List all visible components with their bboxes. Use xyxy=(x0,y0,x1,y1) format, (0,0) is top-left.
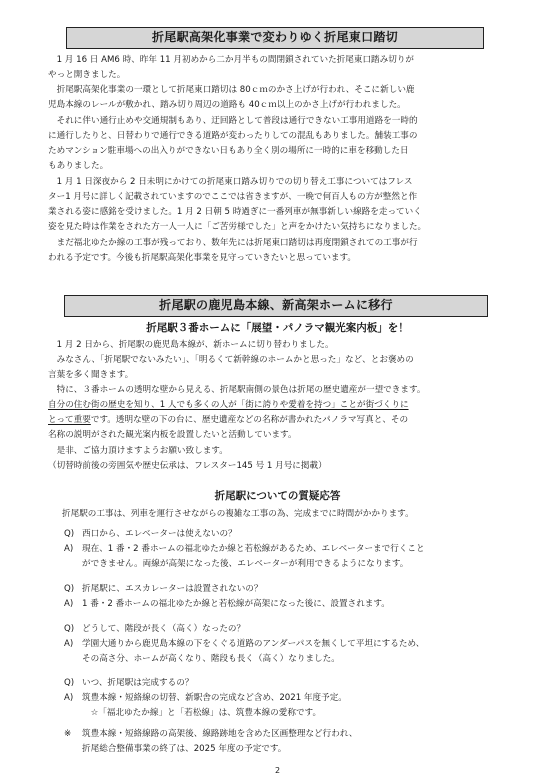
qa-item-2 xyxy=(64,582,512,612)
question-mark-label: Q) xyxy=(64,624,75,634)
note-text: 筑豊本線・短絡線路の高架後、線路跡地を含めた区画整理など行われ、 折尾総合整備事業の終了は、2025 年度の予定です。 xyxy=(82,729,358,754)
question-text: いつ、折尾駅は完成するの？ xyxy=(82,678,194,688)
paragraph-3-tail: です。透明な壁の下の台に、歴史遺産などの名称が書かれたパノラマ写真と、その 名称の説明がされた観光案内板を設置したいと活動しています。 xyxy=(48,415,409,441)
section2-paragraph-2: みなさん、「折尾駅でないみたい」、「明るくて新幹線のホームかと思った」など、とお褒めの 言葉を多く聞きます。 xyxy=(48,355,414,381)
answer-text: 学園大通りから鹿児島本線の下をくぐる道路のアンダーパスを無くして平坦にするため、 その高さ分、ホームが高くなり、階段も長く（高く）なりました。 xyxy=(82,639,425,664)
question-text: どうして、階段が長く（高く）なったの？ xyxy=(82,624,246,634)
qa-item-3 xyxy=(64,622,512,667)
section1-title-banner: 折尾駅高架化事業で変わりゆく折尾東口踏切 xyxy=(66,27,484,49)
qa-note xyxy=(64,727,512,757)
question-mark-label: Q) xyxy=(64,529,75,539)
question-text: 折尾駅に、エスカレーターは設置されないの？ xyxy=(82,584,263,594)
answer-mark-label: A) xyxy=(64,544,74,554)
section1-paragraph-5: まだ福北ゆたか線の工事が残っており、数年先には折尾東口踏切は再度閉鎖されての工事が行 われる予定です。今後も折尾駅高架化事業を見守っていきたいと思っています。 xyxy=(48,238,418,264)
section2-paragraph-3 xyxy=(48,383,512,443)
question-text: 西口から、エレベーターは使えないの？ xyxy=(82,529,237,539)
answer-text: 筑豊本線・短絡線の切替、新駅舎の完成など含め、2021 年度予定。 ☆「福北ゆたか線」と「若松線」は、筑豊本線の愛称です。 xyxy=(82,693,347,718)
qa-item-4 xyxy=(64,676,512,721)
qa-intro: 折尾駅の工事は、列車を運行させながらの複雑な工事の為、完成までに時間がかかります。 xyxy=(62,509,414,519)
question-mark-label: Q) xyxy=(64,678,75,688)
page-number: 2 xyxy=(274,766,281,775)
section1-paragraph-1: 1 月 16 日 AM6 時、昨年 11 月初めから二か月半もの間閉鎖されていた折尾東口踏み切りが やっと開きました。 xyxy=(48,55,415,81)
qa-title: 折尾駅についての質疑応答 xyxy=(214,490,341,502)
paragraph-3-lead: 特に、３番ホームの透明な壁から見える、折尾駅南側の景色は折尾の歴史遺産が一望できます。 xyxy=(56,385,426,395)
answer-mark-label: A) xyxy=(64,639,74,649)
section2-paragraph-4: 是非、ご協力頂けますようお願い致します。 xyxy=(48,446,228,456)
section1-paragraph-2: 折尾駅高架化事業の一環として折尾東口踏切は 80ｃｍのかさ上げが行われ、そこに新しい鹿 児島本線のレールが敷かれ、踏み切り周辺の道路も 40ｃｍ以上のかさ上げが行われました。 xyxy=(48,85,415,111)
underlined-emphasis: 自分の住む街の歴史を知り、1 人でも多くの人が「街に誇りや愛着を持つ」ことが街づくりに とって重要 xyxy=(48,400,409,426)
answer-mark-label: A) xyxy=(64,599,74,609)
answer-text: 1 番・2 番ホームの福北ゆたか線と若松線が高架になった後に、設置されます。 xyxy=(82,599,390,609)
section1-paragraph-3: それに伴い通行止めや交通規制もあり、迂回路として普段は通行できない工事用道路を一時的 に通行したりと、日替わりで通行できる道路が変わったりしての混乱もありました。舗装工事の ためマンション駐車場への出入りができない日もあり全く別の場所に一時的に車を移動した日 もありました。 xyxy=(48,116,418,172)
section2-paragraph-1: 1 月 2 日から、折尾駅の鹿児島本線が、新ホームに切り替わりました。 xyxy=(48,340,334,350)
section1-paragraph-4: 1 月 1 日深夜から 2 日未明にかけての折尾東口踏み切りでの切り替え工事についてはフレス ター1 月号に詳しく記載されていますのでここでは省きますが、一晩で何百人もの方が整然と作 業される姿に感銘を受けました。1 月 2 日朝 5 時過ぎに一番列車が無事新しい線路を走っていく 姿を見た時は作業をされた方一人一人に「ご苦労様でした」と声をかけたい気持ちになりました。 xyxy=(48,177,427,233)
question-mark-label: Q) xyxy=(64,584,75,594)
section2-title-banner: 折尾駅の鹿児島本線、新高架ホームに移行 xyxy=(64,295,488,317)
section2-paragraph-5: （切替時前後の旁囲気や歴史伝承は、フレスター145 号 1 月号に掲載） xyxy=(48,461,327,471)
qa-item-1 xyxy=(64,527,512,572)
answer-mark-label: A) xyxy=(64,693,74,703)
section2-subtitle: 折尾駅３番ホームに「展望・パノラマ観光案内板」を！ xyxy=(146,322,409,334)
note-mark: ※ xyxy=(64,729,72,739)
answer-text: 現在、1 番・2 番ホームの福北ゆたか線と若松線があるため、エレベーターまで行くこと ができません。両線が高架になった後、エレベーターが利用できるようになります。 xyxy=(82,544,425,569)
